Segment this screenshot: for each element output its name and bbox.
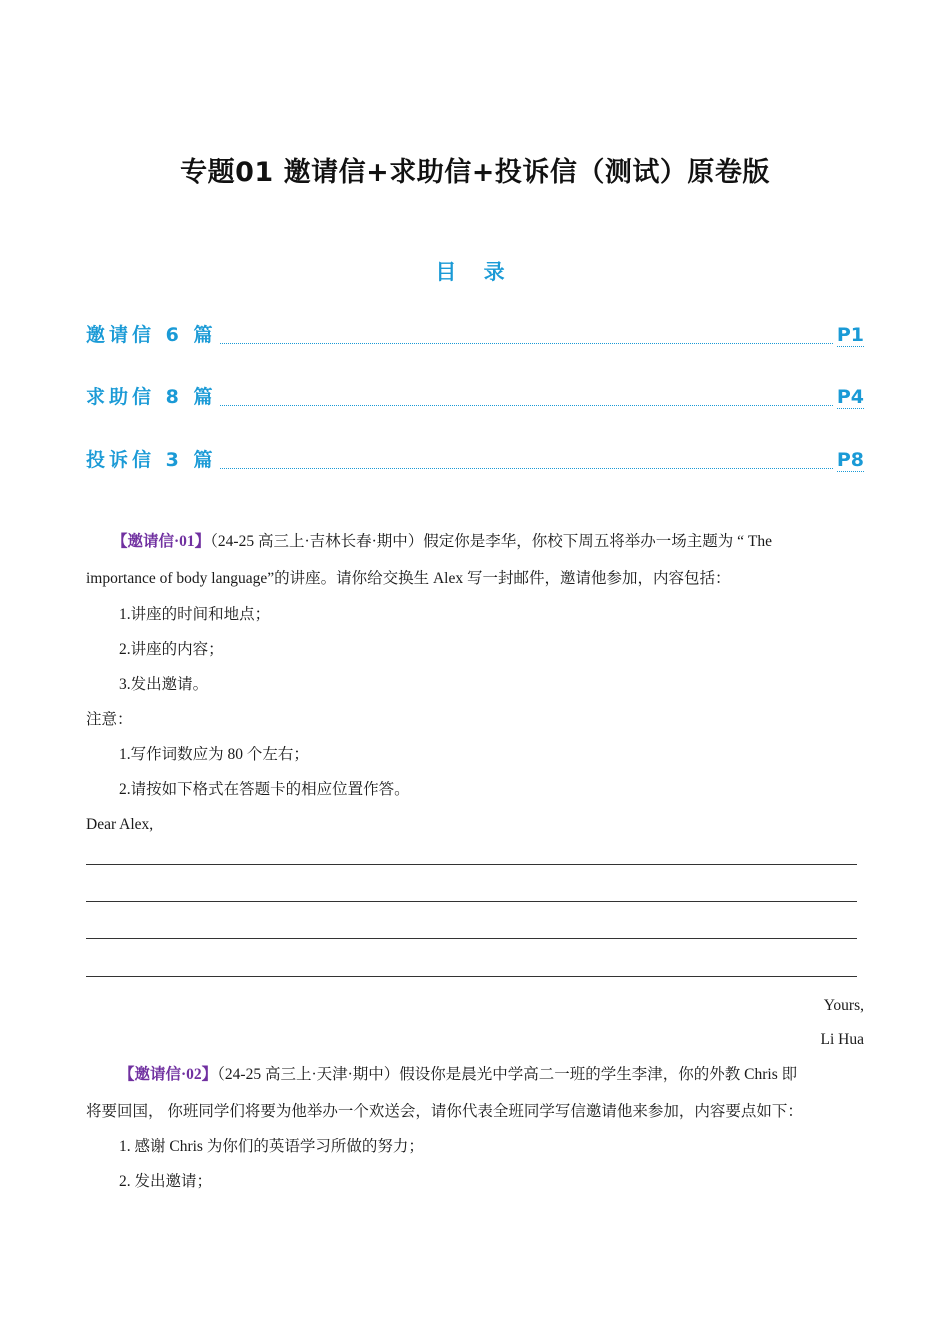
q2-intro-line1 [119, 1065, 864, 1085]
q2-intro-text1: （24-25 高三上·天津·期中）假设你是晨光中学高二一班的学生李津，你的外教 Chris 即 [217, 1066, 798, 1083]
q2-intro-line2: 将要回国， 你班同学们将要为他举办一个欢送会，请你代表全班同学写信邀请他来参加，内容要点如下： [86, 1103, 803, 1120]
q1-closing: Yours, [823, 997, 864, 1014]
answer-line[interactable] [86, 864, 857, 865]
toc-leader [220, 468, 832, 469]
q1-point: 2.讲座的内容； [119, 641, 224, 658]
q1-notes-label: 注意： [86, 711, 133, 728]
toc-page-ref: P4 [836, 386, 864, 408]
toc-leader [220, 405, 832, 406]
q2-point: 1. 感谢 Chris 为你们的英语学习所做的努力； [119, 1138, 424, 1155]
q2-tag: 【邀请信·02】 [119, 1066, 218, 1083]
q2-point: 2. 发出邀请； [119, 1173, 213, 1190]
answer-line[interactable] [86, 901, 857, 902]
answer-line[interactable] [86, 976, 857, 977]
q1-intro-line1 [112, 532, 864, 552]
toc-entry-label: 投诉信 3 篇 [86, 449, 217, 471]
toc-entry-complaint[interactable] [86, 445, 864, 472]
toc-page-ref: P1 [836, 324, 864, 346]
q1-note: 2.请按如下格式在答题卡的相应位置作答。 [119, 781, 410, 798]
toc-entry-label: 求助信 8 篇 [86, 386, 217, 408]
q1-tag: 【邀请信·01】 [112, 533, 211, 550]
q1-point: 1.讲座的时间和地点； [119, 606, 271, 623]
q1-signature: Li Hua [820, 1031, 864, 1048]
toc-heading: 目 录 [435, 260, 515, 284]
toc-leader [220, 343, 832, 344]
toc-entry-invitation[interactable] [86, 320, 864, 347]
toc-entry-label: 邀请信 6 篇 [86, 324, 217, 346]
q1-intro-text1: （24-25 高三上·吉林长春·期中）假定你是李华，你校下周五将举办一场主题为 “ The [210, 533, 773, 550]
q1-point: 3.发出邀请。 [119, 676, 209, 693]
q1-salutation: Dear Alex, [86, 816, 154, 833]
q1-intro-line2: importance of body language”的讲座。请你给交换生 Alex 写一封邮件，邀请他参加，内容包括： [86, 570, 731, 587]
page-title: 专题01 邀请信+求助信+投诉信（测试）原卷版 [180, 157, 770, 188]
toc-page-ref: P8 [836, 449, 864, 471]
answer-line[interactable] [86, 938, 857, 939]
q1-note: 1.写作词数应为 80 个左右； [119, 746, 309, 763]
toc-entry-help[interactable] [86, 382, 864, 409]
